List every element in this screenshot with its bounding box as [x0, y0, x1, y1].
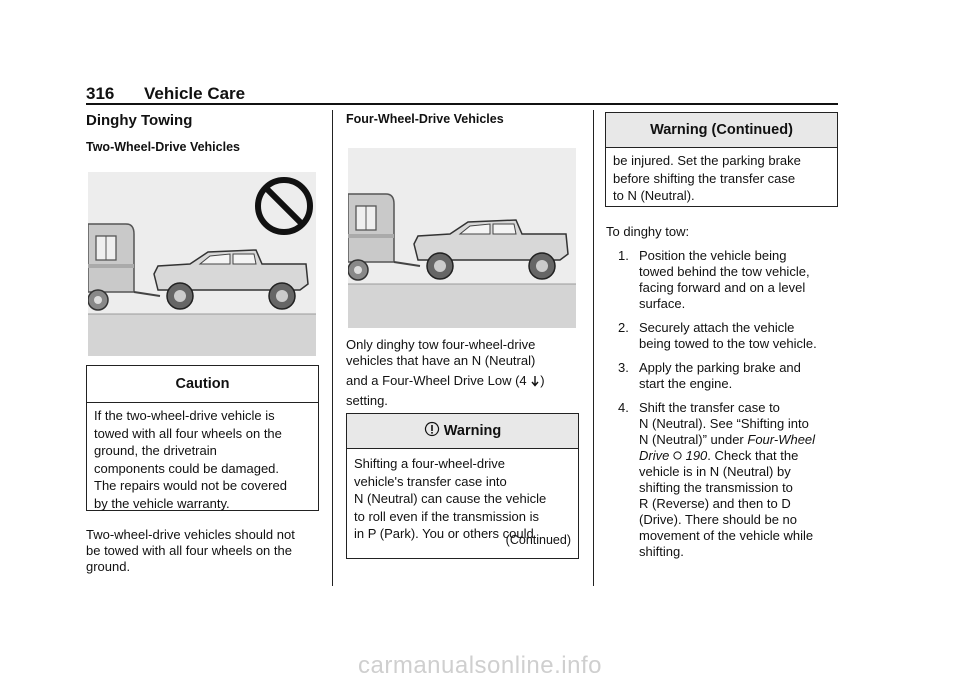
warning-continued-title: Warning (Continued) — [606, 113, 837, 148]
list-item: 2. Securely attach the vehicle being towed to the tow vehicle. — [618, 320, 817, 351]
towing-illustration-svg — [88, 172, 316, 356]
section-title: Vehicle Care — [144, 84, 246, 103]
caution-line: components could be damaged. — [94, 460, 280, 476]
four-wheel-drive-towing-illustration — [348, 148, 576, 328]
warning-line: to N (Neutral). — [613, 188, 695, 203]
page-header — [86, 84, 838, 104]
four-wheel-drive-paragraph — [346, 337, 586, 409]
paragraph-line-with-icon: and a Four-Wheel Drive Low (4 ) — [346, 373, 545, 388]
paragraph-line: Only dinghy tow four-wheel-drive — [346, 337, 536, 352]
warning-body — [347, 449, 578, 553]
page-reference[interactable]: 190 — [685, 448, 708, 463]
caution-line: The repairs would not be covered — [94, 478, 287, 493]
list-item: 1. Position the vehicle being towed behind the tow vehicle, facing forward and on a level surface. — [618, 248, 810, 311]
subheading-four-wheel-drive: Four-Wheel-Drive Vehicles — [346, 112, 504, 126]
warning-line: vehicle's transfer case into — [354, 473, 507, 489]
header-rule — [86, 103, 838, 105]
caution-line: If the two-wheel-drive vehicle is — [94, 408, 275, 423]
paragraph-line: be towed with all four wheels on the — [86, 543, 292, 558]
caution-body — [87, 403, 318, 518]
paragraph-line: vehicles that have an N (Neutral) — [346, 353, 536, 368]
caution-box — [86, 365, 319, 511]
warning-line: to roll even if the transmission is — [354, 508, 539, 524]
caution-line: ground, the drivetrain — [94, 443, 217, 458]
towing-illustration-svg — [348, 148, 576, 328]
page-number: 316 — [86, 84, 115, 103]
warning-line: before shifting the transfer case — [613, 170, 796, 186]
warning-continued-box — [605, 112, 838, 207]
cross-reference-link[interactable]: Drive — [639, 448, 670, 463]
cross-reference-link[interactable]: Four-Wheel — [747, 432, 816, 447]
warning-icon — [424, 416, 440, 432]
warning-line: N (Neutral) can cause the vehicle — [354, 491, 547, 506]
warning-continued-body — [606, 148, 837, 211]
warning-line: be injured. Set the parking brake — [613, 153, 801, 168]
steps-intro: To dinghy tow: — [606, 224, 690, 239]
warning-title: Warning — [443, 423, 502, 439]
two-wheel-drive-paragraph — [86, 527, 326, 575]
list-item: 4. Shift the transfer case to N (Neutral). See “Shifting into N (Neutral)” under Four-Wheel Drive 190. Check that the vehicle is in N (Neutral) by shifting the transmission to R (Reverse) and then to D (Drive). There should be no movement of the vehicle while shifting. — [618, 400, 816, 559]
column-divider-1 — [332, 110, 333, 586]
warning-box — [346, 413, 579, 559]
subheading-two-wheel-drive: Two-Wheel-Drive Vehicles — [86, 140, 240, 154]
paragraph-line: Two-wheel-drive vehicles should not — [86, 527, 295, 542]
page-reference-icon — [673, 448, 682, 457]
warning-line: in P (Park). You or others could — [354, 526, 534, 541]
warning-line: Shifting a four-wheel-drive — [354, 456, 506, 471]
caution-line: by the vehicle warranty. — [94, 495, 230, 511]
two-wheel-drive-towing-illustration — [88, 172, 316, 356]
four-wheel-low-icon — [530, 375, 540, 387]
watermark: carmanualsonline.info — [358, 652, 602, 679]
column-divider-2 — [593, 110, 594, 586]
warning-header — [347, 414, 578, 449]
caution-title: Caution — [87, 366, 318, 403]
steps-list — [606, 248, 846, 568]
paragraph-line: setting. — [346, 393, 388, 408]
list-item: 3. Apply the parking brake and start the engine. — [618, 360, 801, 391]
paragraph-line: ground. — [86, 559, 131, 574]
continued-label: (Continued) — [505, 532, 571, 547]
section-heading: Dinghy Towing — [86, 112, 193, 129]
caution-line: towed with all four wheels on the — [94, 425, 282, 441]
